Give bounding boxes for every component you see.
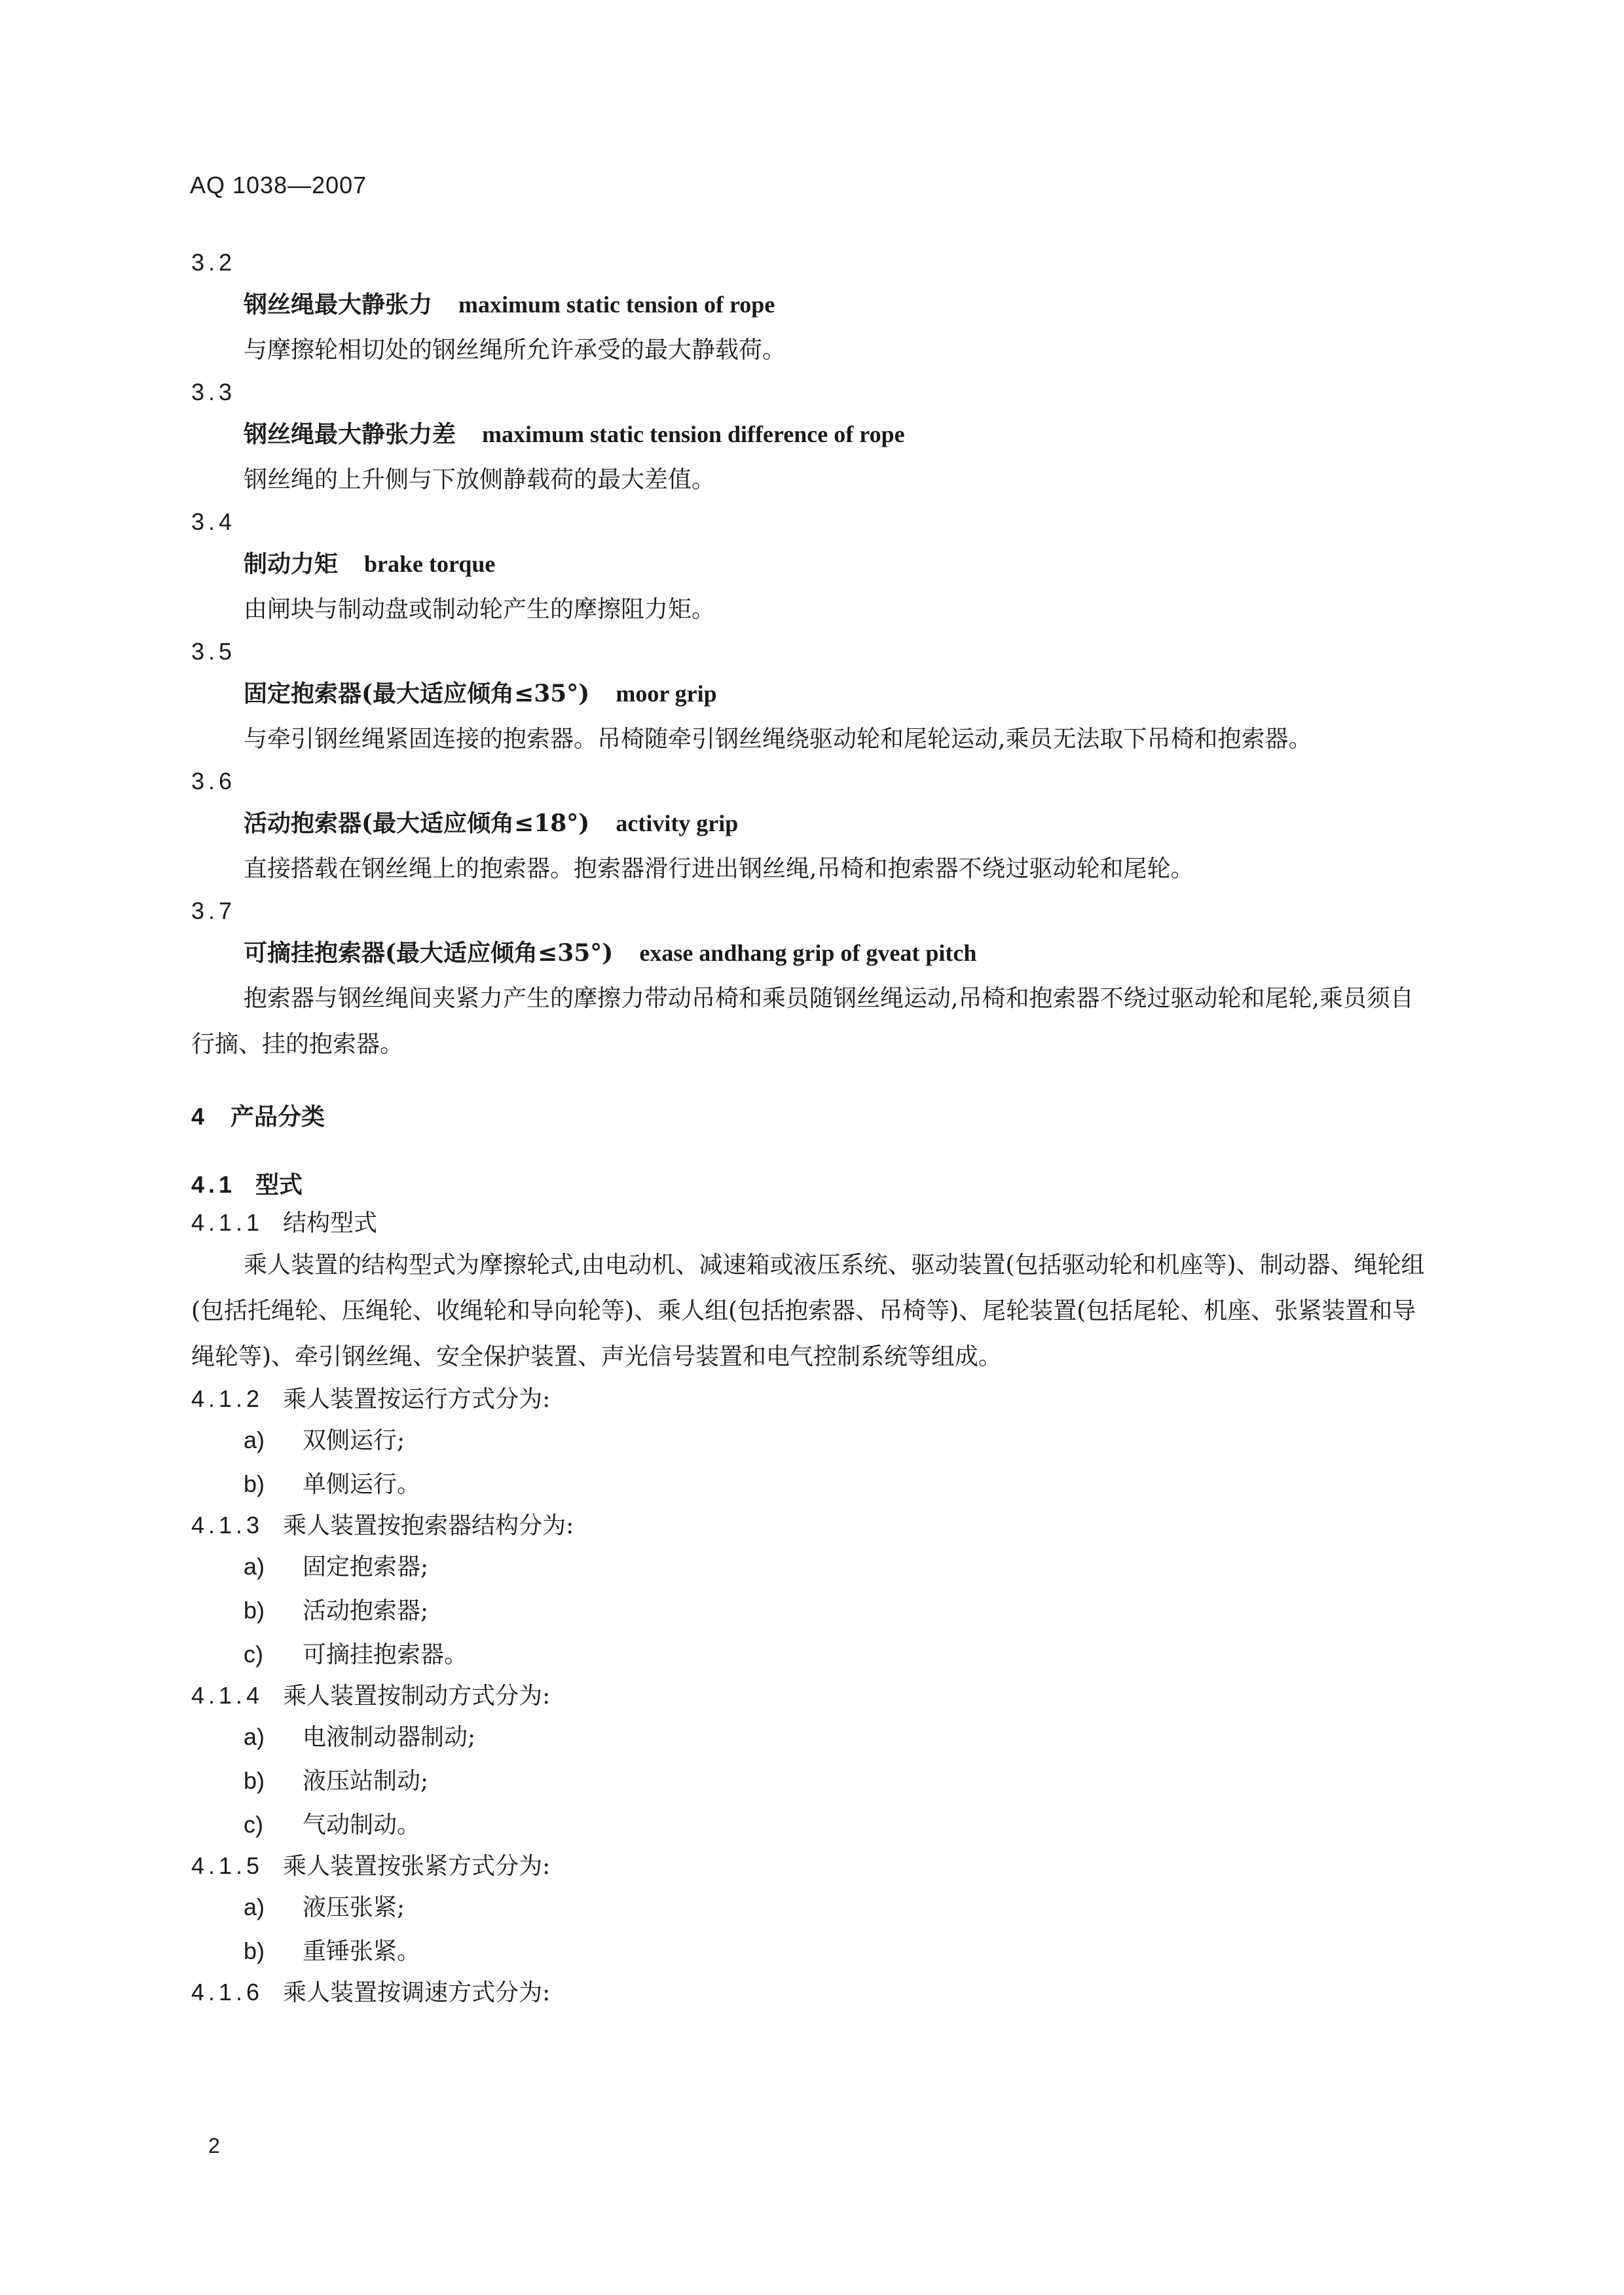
term-entry: [191, 762, 1435, 892]
term-cn: 可摘挂抱索器(最大适应倾角≤35°): [244, 939, 614, 967]
term-title: [244, 671, 1435, 717]
clause-title: 乘人装置按制动方式分为:: [283, 1683, 551, 1709]
term-entry: [191, 633, 1435, 762]
term-definition: 与摩擦轮相切处的钢丝绳所允许承受的最大静载荷。: [244, 337, 786, 364]
list-marker: a): [244, 1723, 265, 1750]
section-number: 4: [191, 1103, 205, 1130]
term-title: [244, 282, 1435, 327]
term-definition: 直接搭载在钢丝绳上的抱索器。抱索器滑行进出钢丝绳,吊椅和抱索器不绕过驱动轮和尾轮。: [244, 855, 1194, 882]
term-entry: [191, 503, 1435, 633]
document-body: [191, 244, 1435, 2012]
term-title: [244, 800, 1435, 846]
clause-title: 乘人装置按张紧方式分为:: [283, 1853, 551, 1880]
section-title: 产品分类: [231, 1103, 325, 1130]
term-title: [244, 541, 1435, 587]
clause-text: 乘人装置的结构型式为摩擦轮式,由电动机、减速箱或液压系统、驱动装置(包括驱动轮和机座等)、制动器、绳轮组(包括托绳轮、压绳轮、收绳轮和导向轮等)、乘人组(包括抱索器、吊椅等)、尾轮装置(包括尾轮、机座、张紧装置和导绳轮等)、牵引钢丝绳、安全保护装置、声光信号装置和电气控制系统等组成。: [191, 1252, 1425, 1370]
clause-title: 乘人装置按抱索器结构分为:: [283, 1512, 574, 1539]
list-item: [244, 1886, 1435, 1930]
list-marker: c): [244, 1811, 263, 1838]
list-text: 气动制动。: [303, 1812, 421, 1838]
list-item: [244, 1759, 1435, 1803]
term-definition: 抱索器与钢丝绳间夹紧力产生的摩擦力带动吊椅和乘员随钢丝绳运动,吊椅和抱索器不绕过驱动轮和尾轮,乘员须自行摘、挂的抱索器。: [191, 985, 1414, 1058]
list-marker: a): [244, 1427, 265, 1453]
clause-number: 3.5: [191, 638, 236, 665]
term-definition: 与牵引钢丝绳紧固连接的抱索器。吊椅随牵引钢丝绳绕驱动轮和尾轮运动,乘员无法取下吊椅和抱索器。: [244, 726, 1312, 753]
term-en: activity grip: [616, 810, 739, 836]
clause-title: 乘人装置按调速方式分为:: [283, 1979, 551, 2006]
clause-heading: [191, 1204, 1435, 1242]
list-text: 可摘挂抱索器。: [303, 1641, 468, 1668]
term-en: brake torque: [364, 551, 496, 577]
term-cn: 活动抱索器(最大适应倾角≤18°): [244, 810, 590, 837]
term-en: maximum static tension of rope: [458, 291, 775, 318]
term-en: moor grip: [616, 681, 717, 707]
term-definition: 由闸块与制动盘或制动轮产生的摩擦阻力矩。: [244, 596, 716, 623]
subsection-title: 型式: [255, 1171, 303, 1199]
term-en: exase andhang grip of gveat pitch: [639, 940, 977, 966]
list-marker: b): [244, 1470, 265, 1497]
list-marker: c): [244, 1641, 263, 1668]
list-marker: a): [244, 1553, 265, 1580]
clause-number: 3.2: [191, 249, 236, 276]
list-text: 液压站制动;: [303, 1768, 429, 1795]
section-heading: [191, 1094, 1435, 1140]
clause-heading: [191, 1973, 1435, 2012]
term-cn: 钢丝绳最大静张力差: [244, 420, 456, 448]
clause-title: 乘人装置按运行方式分为:: [283, 1386, 551, 1413]
clause-number: 3.6: [191, 768, 236, 794]
list-item: [244, 1715, 1435, 1759]
subsection-number: 4.1: [191, 1171, 236, 1198]
subsection-heading: [191, 1166, 1435, 1204]
clause-heading: [191, 1847, 1435, 1886]
clause-number: 4.1.5: [191, 1852, 264, 1879]
list-text: 双侧运行;: [303, 1427, 405, 1454]
list-item: [244, 1545, 1435, 1589]
list-item: [244, 1419, 1435, 1463]
page-number: 2: [208, 2134, 220, 2157]
list-item: [244, 1930, 1435, 1973]
clause-number: 4.1.2: [191, 1385, 264, 1412]
list-item: [244, 1803, 1435, 1847]
term-definition: 钢丝绳的上升侧与下放侧静载荷的最大差值。: [244, 466, 716, 493]
list-marker: b): [244, 1597, 265, 1624]
clause-number: 4.1.6: [191, 1979, 264, 2006]
list-marker: b): [244, 1767, 265, 1794]
list-text: 活动抱索器;: [303, 1597, 429, 1624]
list-item: [244, 1463, 1435, 1506]
clause-number: 3.3: [191, 379, 236, 405]
clause-number: 4.1.4: [191, 1682, 264, 1709]
list-item: [244, 1633, 1435, 1677]
term-title: [244, 930, 1435, 976]
term-cn: 制动力矩: [244, 550, 339, 578]
term-en: maximum static tension difference of rope: [482, 421, 905, 447]
clause-number: 4.1.1: [191, 1209, 264, 1236]
clause-heading: [191, 1677, 1435, 1715]
list-text: 重锤张紧。: [303, 1938, 421, 1965]
list-marker: b): [244, 1937, 265, 1964]
clause-title: 结构型式: [283, 1210, 378, 1237]
term-entry: [191, 244, 1435, 373]
clause-heading: [191, 1380, 1435, 1419]
list-marker: a): [244, 1894, 265, 1920]
standard-code-header: AQ 1038—2007: [190, 172, 367, 198]
term-entry: [191, 892, 1435, 1068]
list-text: 固定抱索器;: [303, 1554, 429, 1580]
list-text: 电液制动器制动;: [303, 1724, 476, 1751]
list-text: 液压张紧;: [303, 1894, 405, 1921]
list-item: [244, 1589, 1435, 1633]
list-text: 单侧运行。: [303, 1471, 421, 1498]
clause-number: 3.7: [191, 897, 236, 924]
clause-number: 4.1.3: [191, 1512, 264, 1539]
clause-heading: [191, 1506, 1435, 1545]
term-cn: 固定抱索器(最大适应倾角≤35°): [244, 680, 590, 707]
clause-number: 3.4: [191, 508, 236, 535]
term-cn: 钢丝绳最大静张力: [244, 291, 433, 318]
term-title: [244, 411, 1435, 457]
term-entry: [191, 373, 1435, 503]
